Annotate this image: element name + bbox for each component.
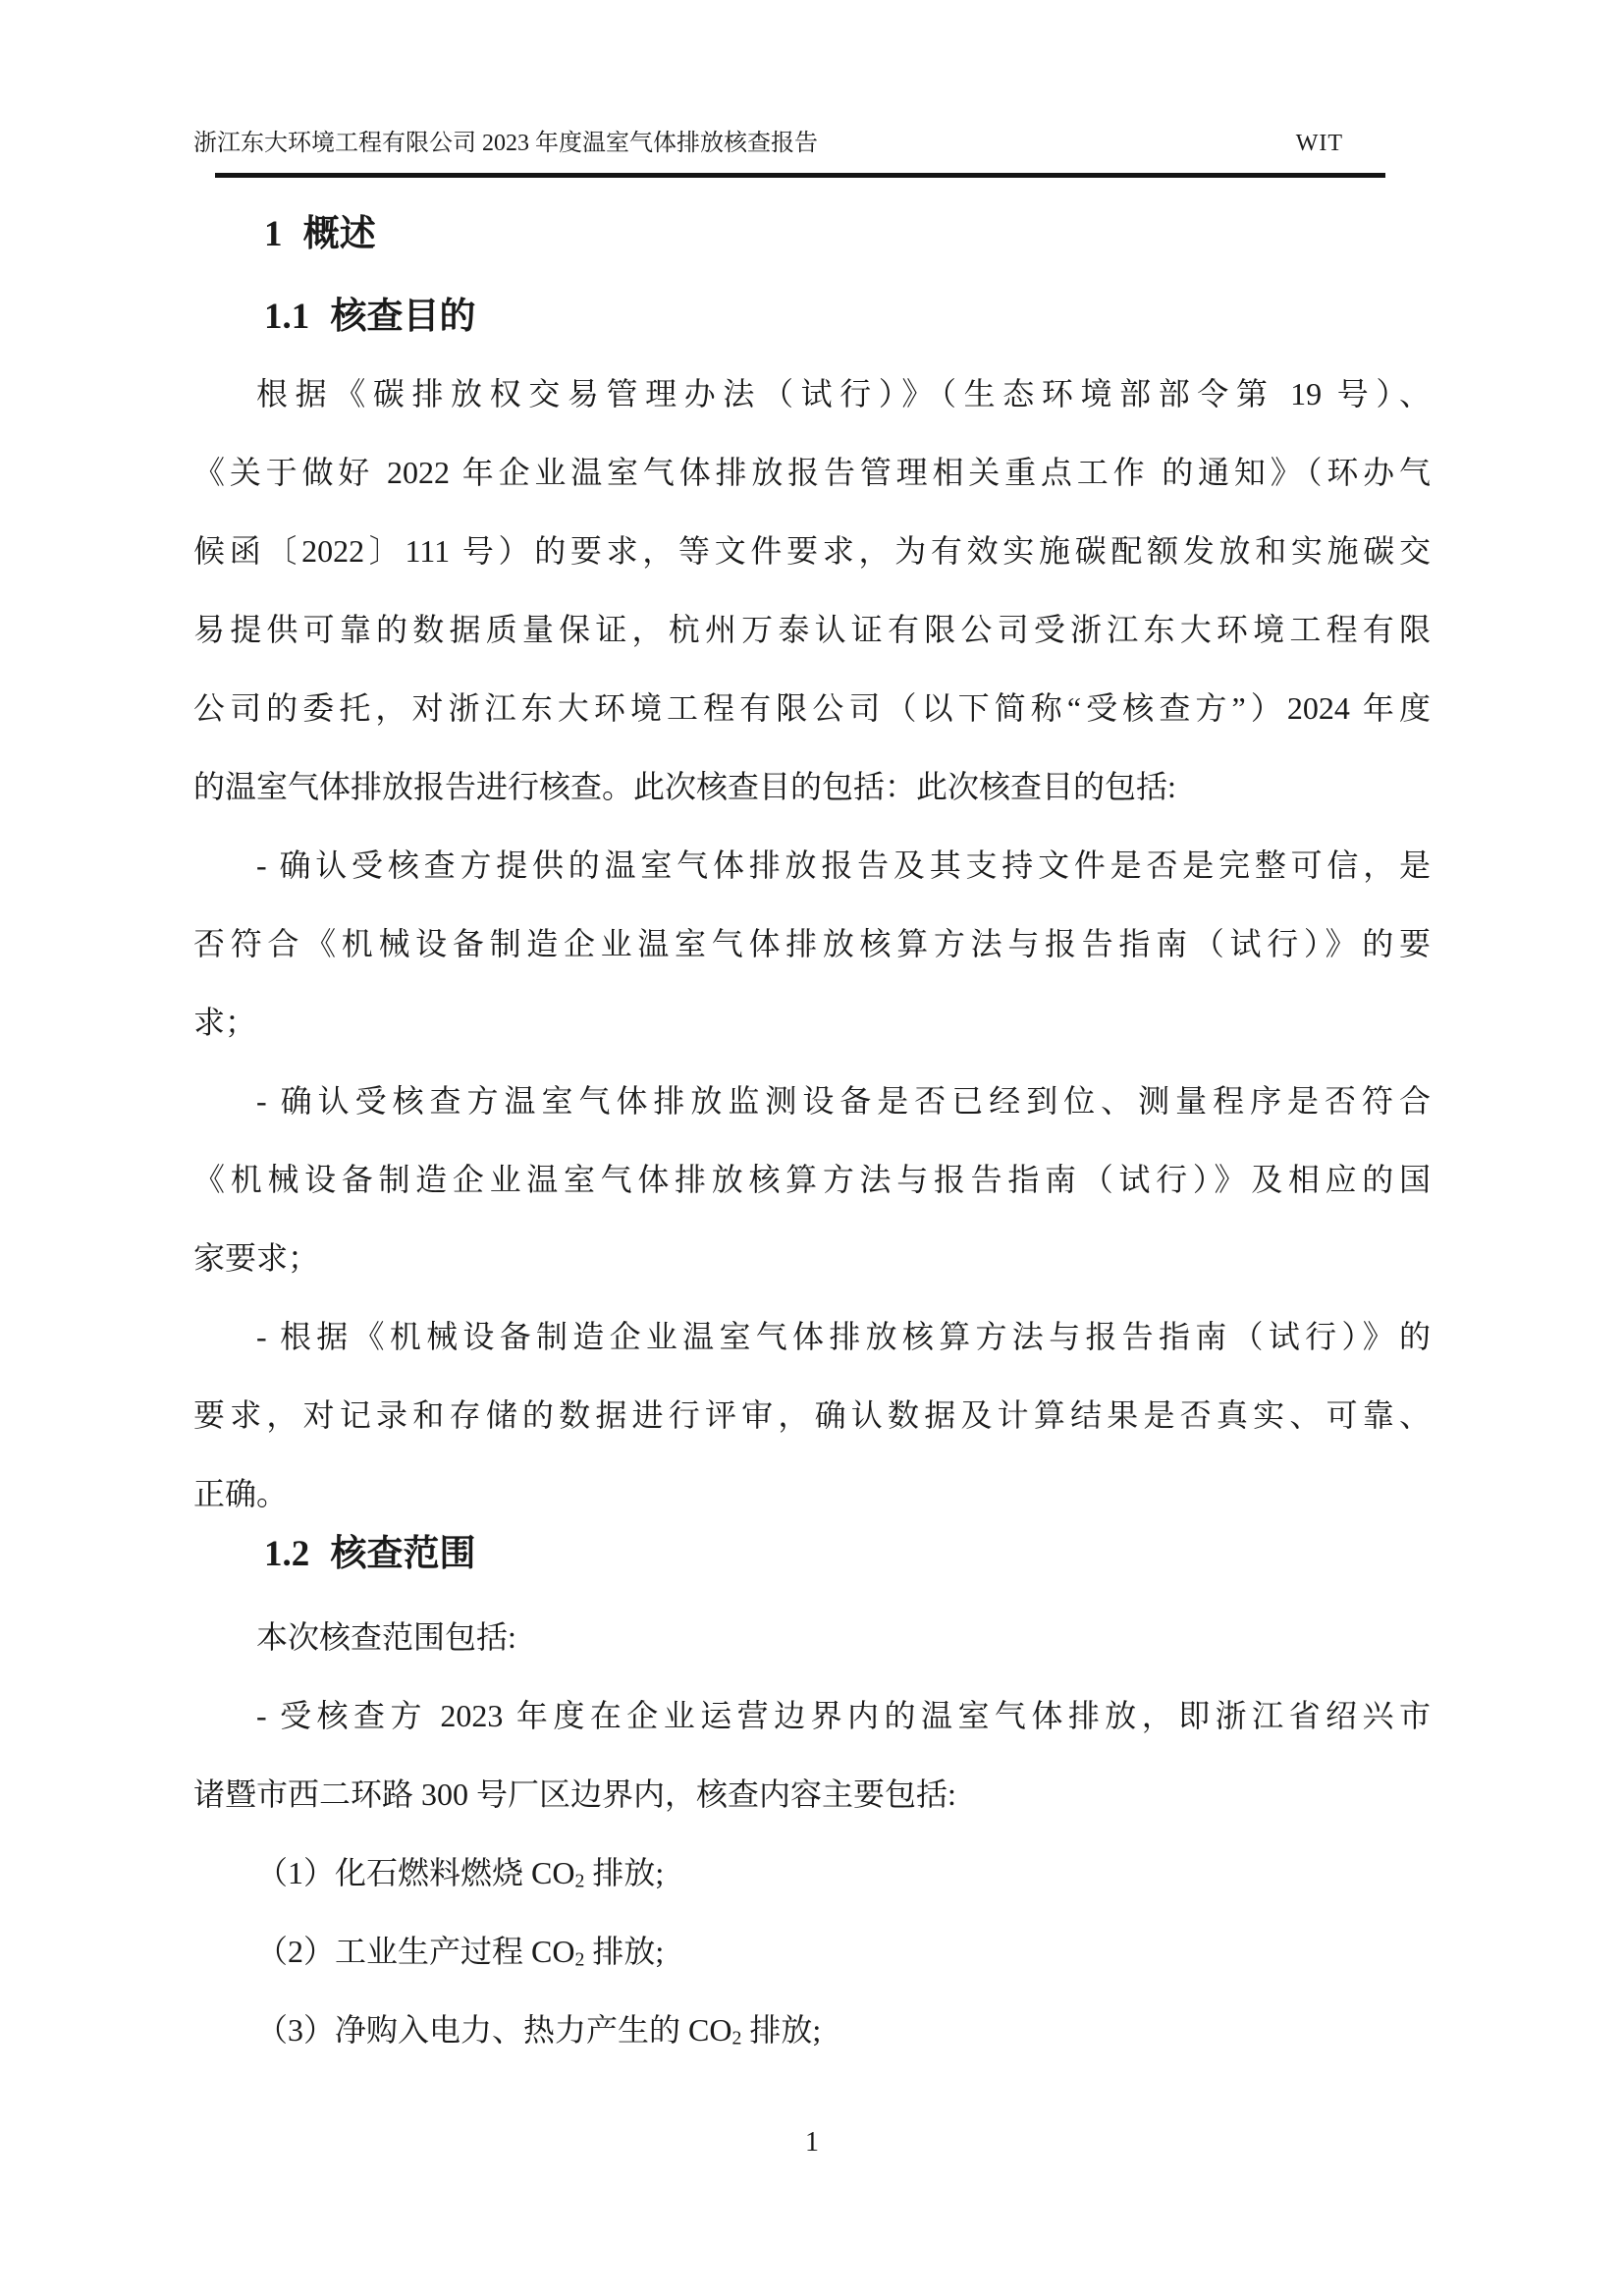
header-logo-text: WIT [1295, 131, 1343, 156]
co2-subscript: 2 [731, 2027, 742, 2050]
item-text: 排放; [584, 1855, 665, 1890]
paragraph-line: - 受核查方 2023 年度在企业运营边界内的温室气体排放，即浙江省绍兴市 [256, 1698, 1431, 1733]
section-heading-1-1: 1.1 核查目的 [264, 297, 476, 337]
paragraph-scope-bullet [193, 1676, 1431, 1833]
scope-item-3 [193, 1991, 1431, 2069]
page-header [193, 0, 1431, 159]
paragraph-line: 否符合《机械设备制造企业温室气体排放核算方法与报告指南（试行）》的要 [193, 926, 1431, 961]
paragraph-line: 本次核查范围包括: [256, 1619, 516, 1655]
scope-item-1 [193, 1833, 1431, 1912]
paragraph-scope-intro [193, 1598, 1431, 1676]
paragraph-line [193, 1991, 1431, 2069]
scope-item-2 [193, 1912, 1431, 1991]
paragraph-line: 家要求； [193, 1240, 320, 1276]
paragraph-purpose-bullet-2 [193, 1062, 1431, 1297]
paragraph-line: 的温室气体排放报告进行核查。此次核查目的包括：此次核查目的包括: [193, 769, 1176, 804]
page-number: 1 [805, 2127, 819, 2158]
item-text: 排放; [584, 1934, 665, 1969]
paragraph-line [193, 1912, 1431, 1991]
paragraph-line: 求； [193, 1005, 257, 1040]
paragraph-line: 《关于做好 2022 年企业温室气体排放报告管理相关重点工作 的通知》（环办气 [193, 455, 1431, 490]
paragraph-line: - 确认受核查方温室气体排放监测设备是否已经到位、测量程序是否符合 [256, 1083, 1431, 1119]
item-text: （3）净购入电力、热力产生的 CO [256, 2012, 732, 2048]
paragraph-purpose-bullet-3 [193, 1297, 1431, 1533]
paragraph-purpose-bullet-1 [193, 826, 1431, 1062]
paragraph-line: 要求，对记录和存储的数据进行评审，确认数据及计算结果是否真实、可靠、 [193, 1397, 1431, 1433]
paragraph-line: 根据《碳排放权交易管理办法（试行）》（生态环境部部令第 19 号）、 [256, 376, 1431, 411]
item-text: （2）工业生产过程 CO [256, 1934, 575, 1969]
paragraph-line: 《机械设备制造企业温室气体排放核算方法与报告指南（试行）》及相应的国 [193, 1162, 1431, 1197]
item-text: （1）化石燃料燃烧 CO [256, 1855, 575, 1890]
paragraph-line: 公司的委托，对浙江东大环境工程有限公司（以下简称“受核查方”）2024 年度 [193, 690, 1431, 726]
header-title: 浙江东大环境工程有限公司 2023 年度温室气体排放核查报告 [193, 131, 818, 156]
paragraph-purpose-intro [193, 355, 1431, 826]
paragraph-line: 正确。 [193, 1476, 289, 1511]
section-heading-1: 1 概述 [264, 214, 376, 254]
paragraph-line: 候函〔2022〕111 号）的要求，等文件要求，为有效实施碳配额发放和实施碳交 [193, 533, 1431, 569]
paragraph-line: 易提供可靠的数据质量保证，杭州万泰认证有限公司受浙江东大环境工程有限 [193, 612, 1431, 647]
item-text: 排放; [741, 2012, 822, 2048]
co2-subscript: 2 [574, 1948, 585, 1971]
co2-subscript: 2 [574, 1870, 585, 1892]
header-divider [215, 173, 1385, 178]
paragraph-line [193, 1833, 1431, 1912]
paragraph-line: - 根据《机械设备制造企业温室气体排放核算方法与报告指南（试行）》的 [256, 1319, 1431, 1354]
section-heading-1-2: 1.2 核查范围 [264, 1534, 476, 1574]
paragraph-line: - 确认受核查方提供的温室气体排放报告及其支持文件是否是完整可信，是 [256, 847, 1431, 883]
paragraph-line: 诸暨市西二环路 300 号厂区边界内，核查内容主要包括: [193, 1777, 956, 1812]
